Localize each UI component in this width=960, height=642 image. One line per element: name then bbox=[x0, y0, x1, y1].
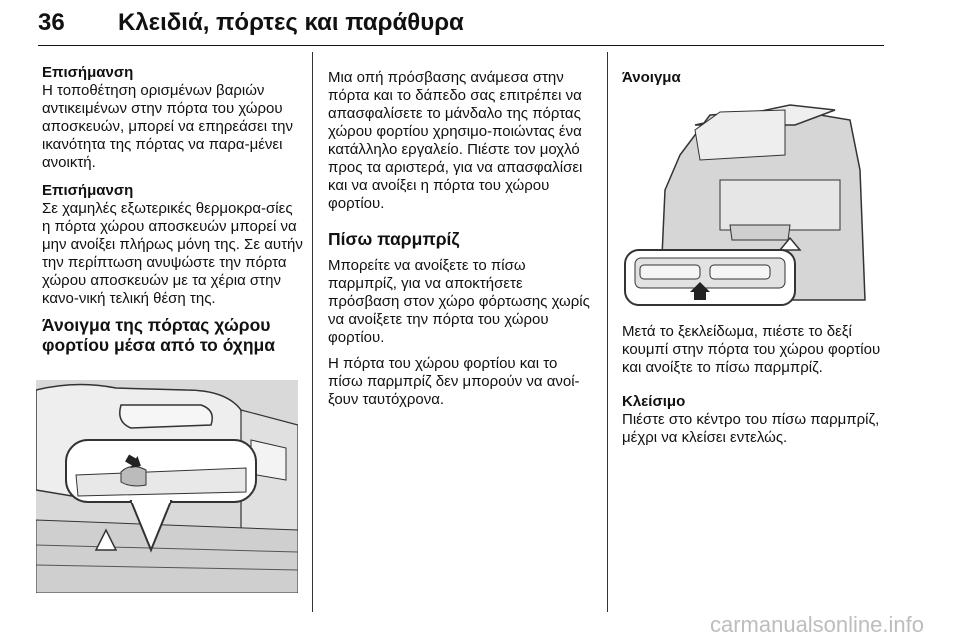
column-left bbox=[42, 64, 304, 355]
sub-heading: Κλείσιμο bbox=[622, 393, 686, 410]
body-text: Μετά το ξεκλείδωμα, πιέστε το δεξί κουμπί στην πόρτα του χώρου φορτίου και ανοίξτε το πίσω παρμπρίζ. bbox=[622, 323, 881, 376]
header-rule bbox=[38, 45, 884, 46]
rear-window-illustration bbox=[620, 100, 884, 310]
sub-heading: Άνοιγμα bbox=[622, 69, 681, 86]
note-label: Επισήμανση bbox=[42, 182, 134, 199]
note-label: Επισήμανση bbox=[42, 64, 134, 81]
cargo-door-latch-illustration bbox=[36, 380, 298, 593]
page-number: 36 bbox=[38, 9, 65, 36]
chapter-title: Κλειδιά, πόρτες και παράθυρα bbox=[118, 9, 464, 36]
body-text: Μπορείτε να ανοίξετε το πίσω παρμπρίζ, για να αποκτήσετε πρόσβαση στον χώρο φόρτωσης χωρίς να ανοίξετε την πόρτα του χώρου φορτίου. bbox=[328, 257, 590, 346]
page-header bbox=[38, 0, 884, 46]
note-text: Σε χαμηλές εξωτερικές θερμοκρα‐σίες η πόρτα χώρου αποσκευών μπορεί να μην ανοίξει πλήρως μόνη της. Σε αυτήν την περίπτωση ανυψώστε την πόρτα χώρου αποσκευών με τα χέρια στην κανο‐νική τελική θέση της. bbox=[42, 200, 303, 307]
column-divider bbox=[607, 52, 608, 612]
column-divider bbox=[312, 52, 313, 612]
section-heading: Άνοιγμα της πόρτας χώρου φορτίου μέσα από το όχημα bbox=[42, 315, 276, 355]
column-right bbox=[622, 69, 892, 87]
body-text: Η πόρτα του χώρου φορτίου και το πίσω παρμπρίζ δεν μπορούν να ανοί‐ξουν ταυτόχρονα. bbox=[328, 355, 580, 408]
column-middle bbox=[328, 69, 596, 409]
watermark: carmanualsonline.info bbox=[709, 612, 924, 637]
body-text: Πιέστε στο κέντρο του πίσω παρμπρίζ, μέχρι να κλείσει εντελώς. bbox=[622, 411, 880, 446]
body-text: Μια οπή πρόσβασης ανάμεσα στην πόρτα και το δάπεδο σας επιτρέπει να απασφαλίσετε το μάνδαλο της πόρτας χώρου φορτίου χρησιμο‐ποιώντας ένα κατάλληλο εργαλείο. Πιέστε τον μοχλό προς τα αριστερά, για να απασφαλίσει και να ανοίξει η πόρτα του χώρου φορτίου. bbox=[328, 69, 583, 212]
note-text: Η τοποθέτηση ορισμένων βαριών αντικειμένων στην πόρτα του χώρου αποσκευών, μπορεί να επηρεάσει την ικανότητα της πόρτας να παρα‐μένει ανοικτή. bbox=[42, 82, 294, 171]
column-right-lower bbox=[622, 323, 892, 447]
section-heading: Πίσω παρμπρίζ bbox=[328, 229, 460, 249]
